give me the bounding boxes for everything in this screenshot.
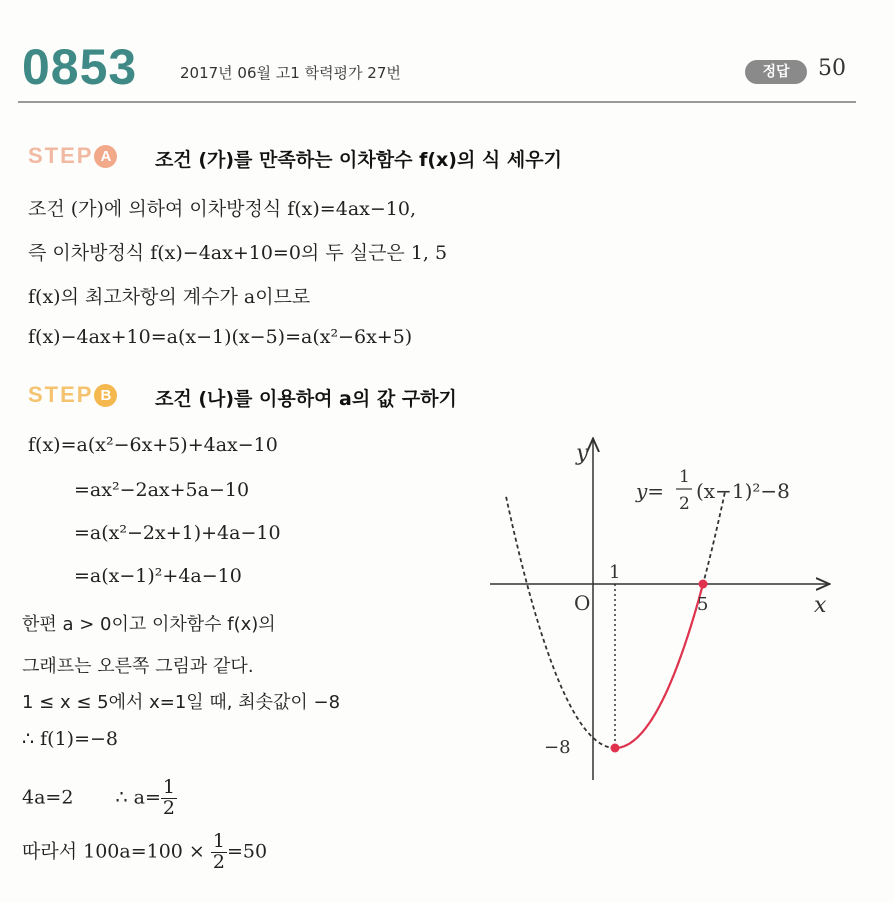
equation-frac-den: 2 bbox=[679, 494, 690, 514]
step-a-line: 조건 (가)에 의하여 이차방정식 f(x)=4ax−10, bbox=[28, 198, 416, 220]
eq-4a: 4a=2 bbox=[22, 786, 74, 809]
y-axis-label: y bbox=[576, 441, 589, 466]
root-point bbox=[699, 580, 708, 589]
final-prefix: 따라서 100a=100 × bbox=[22, 840, 205, 863]
equation-right: (x−1)²−8 bbox=[696, 479, 790, 503]
fraction-one-half bbox=[161, 778, 177, 819]
step-b-line: ∴ f(1)=−8 bbox=[22, 728, 119, 750]
origin-label: O bbox=[574, 591, 591, 615]
step-b-line: f(x)=a(x²−6x+5)+4ax−10 bbox=[28, 434, 278, 456]
step-b-text: STEP bbox=[28, 382, 94, 407]
answer-badge: 정답 bbox=[745, 60, 807, 84]
step-a-title: 조건 (가)를 만족하는 이차함수 f(x)의 식 세우기 bbox=[155, 149, 562, 171]
step-b-line: 1 ≤ x ≤ 5에서 x=1일 때, 최솟값이 −8 bbox=[22, 692, 341, 713]
step-a-line: 즉 이차방정식 f(x)−4ax+10=0의 두 실근은 1, 5 bbox=[28, 242, 448, 264]
fraction-one-half bbox=[211, 832, 227, 873]
equation-left: y= bbox=[636, 479, 665, 503]
step-b-title: 조건 (나)를 이용하여 a의 값 구하기 bbox=[155, 388, 457, 410]
parabola-highlighted-segment bbox=[615, 584, 703, 748]
step-b-line: 한편 a > 0이고 이차함수 f(x)의 bbox=[22, 614, 276, 635]
eq-therefore-a: ∴ a= bbox=[115, 786, 161, 809]
frac-den: 2 bbox=[162, 796, 176, 819]
step-b-line: =a(x²−2x+1)+4a−10 bbox=[74, 522, 281, 544]
tick-label-1: 1 bbox=[609, 562, 621, 583]
step-b-label bbox=[28, 382, 117, 408]
step-b-line: 그래프는 오른쪽 그림과 같다. bbox=[22, 656, 254, 677]
tick-label-minus-8: −8 bbox=[544, 737, 571, 758]
step-b-letter-icon: B bbox=[94, 384, 117, 407]
problem-source: 2017년 06월 고1 학력평가 27번 bbox=[180, 64, 401, 82]
step-a-line: f(x)−4ax+10=a(x−1)(x−5)=a(x²−6x+5) bbox=[28, 326, 413, 348]
step-b-line: =a(x−1)²+4a−10 bbox=[74, 565, 242, 587]
step-a-letter-icon: A bbox=[94, 145, 117, 168]
step-b-line: =ax²−2ax+5a−10 bbox=[74, 479, 250, 501]
frac-num: 1 bbox=[212, 830, 225, 852]
step-a-line: f(x)의 최고차항의 계수가 a이므로 bbox=[28, 286, 311, 308]
frac-den: 2 bbox=[212, 850, 225, 873]
parabola-graph bbox=[470, 420, 850, 800]
answer-value: 50 bbox=[818, 56, 846, 81]
frac-num: 1 bbox=[162, 776, 176, 798]
step-a-label bbox=[28, 143, 117, 169]
problem-number: 0853 bbox=[22, 39, 138, 95]
step-b-line bbox=[22, 778, 177, 819]
final-line bbox=[22, 832, 267, 873]
step-a-text: STEP bbox=[28, 143, 94, 168]
x-axis-label: x bbox=[814, 593, 827, 618]
tick-label-5: 5 bbox=[697, 594, 709, 615]
equation-frac-num: 1 bbox=[679, 467, 690, 487]
header-divider bbox=[18, 101, 856, 103]
vertex-point bbox=[611, 744, 620, 753]
final-suffix: =50 bbox=[226, 840, 268, 863]
curve-equation bbox=[635, 467, 790, 514]
